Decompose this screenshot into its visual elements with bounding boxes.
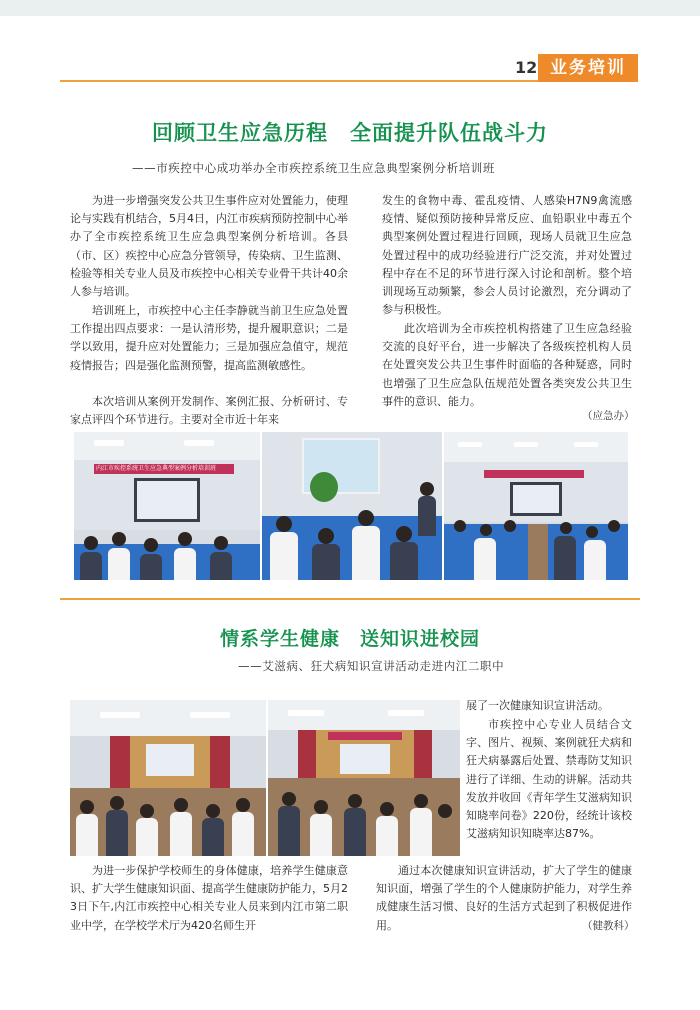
training-banner-text: 内江市疾控系统卫生应急典型案例分析培训班 [96, 465, 217, 472]
article1-subtitle: ——市疾控中心成功举办全市疾控系统卫生应急典型案例分析培训班 [132, 161, 495, 175]
article2-right-para-1: 展了一次健康知识宣讲活动。 [466, 699, 609, 712]
lecture-photo-2 [268, 700, 460, 856]
top-band [0, 0, 700, 16]
article1-left-para-3: 本次培训从案例开发制作、案例汇报、分析研讨、专家点评四个环节进行。主要对全市近十年来 [70, 395, 348, 427]
article1-right-para-2: 此次培训为全市疾控机构搭建了卫生应急经验交流的良好平台，进一步解决了各级疾控机构人员在处置突发公共卫生事件时面临的各种疑惑，同时也增强了卫生应急队伍规范处置各类突发公共卫生事件的意识、能力。 [382, 322, 632, 408]
article1-left-para-1: 为进一步增强突发公共卫生事件应对处置能力，使理论与实践有机结合，5月4日，内江市疾病预防控制中心举办了全市疾控系统卫生应急典型案例分析培训。各县（市、区）疾控中心应急分管领导，传染病、卫生监测、检验等相关专业人员及市疾控中心相关专业骨干共计40余人参与培训。 [70, 194, 348, 299]
article2-title: 情系学生健康 送知识进校园 [219, 628, 480, 650]
article1-left-para-2: 培训班上，市疾控中心主任李静就当前卫生应急处置工作提出四点要求：一是认清形势，提升履职意识；二是学以致用，提升应对处置能力；三是加强应急值守，规范疫情报告；四是强化监测预警，提高监测敏感性。 [70, 304, 348, 372]
article1-right-para-1: 发生的食物中毒、霍乱疫情、人感染H7N9禽流感疫情、疑似预防接种异常反应、血铅职业中毒五个典型案例处置过程进行回顾，现场人员就卫生应急处置过程中的成功经验进行广泛交流，并对处置过程中存在不足的环节进行深入讨论和剖析。整个培训现场互动频繁，参会人员讨论激烈，充分调动了参与积极性。 [382, 194, 632, 317]
article2-bottom-left-para: 为进一步保护学校师生的身体健康，培养学生健康意识、扩大学生健康知识面、提高学生健康防护能力，5月23日下午,内江市疾控中心相关专业人员来到内江市第二职业中学，在学校学术厅为420名师生开 [70, 864, 348, 932]
section-divider [60, 598, 640, 600]
page-number: 12 [515, 58, 538, 77]
section-tag: 业务培训 [538, 54, 638, 82]
article2-signature: （健教科） [582, 920, 635, 932]
training-photo-2 [262, 432, 442, 580]
header-rule [60, 80, 538, 82]
lecture-photo-1 [70, 700, 266, 856]
article2-right-para-2: 市疾控中心专业人员结合文字、图片、视频、案例就狂犬病和狂犬病暴露后处置、禁毒防艾知识进行了详细、生动的讲解。活动共发放并收回《青年学生艾滋病知识知晓率问卷》220份，经统计该校艾滋病知识知晓率达87%。 [466, 718, 632, 841]
article1-title: 回顾卫生应急历程 全面提升队伍战斗力 [152, 121, 548, 145]
article1-signature: （应急办） [582, 410, 635, 422]
article2-subtitle: ——艾滋病、狂犬病知识宣讲活动走进内江二职中 [238, 659, 505, 673]
article2-bottom-right-para: 通过本次健康知识宣讲活动，扩大了学生的健康知识面，增强了学生的个人健康防护能力，对学生养成健康生活习惯、良好的生活方式起到了积极促进作用。 [376, 864, 632, 932]
training-photo-1 [74, 432, 260, 580]
training-photo-3 [444, 432, 628, 580]
